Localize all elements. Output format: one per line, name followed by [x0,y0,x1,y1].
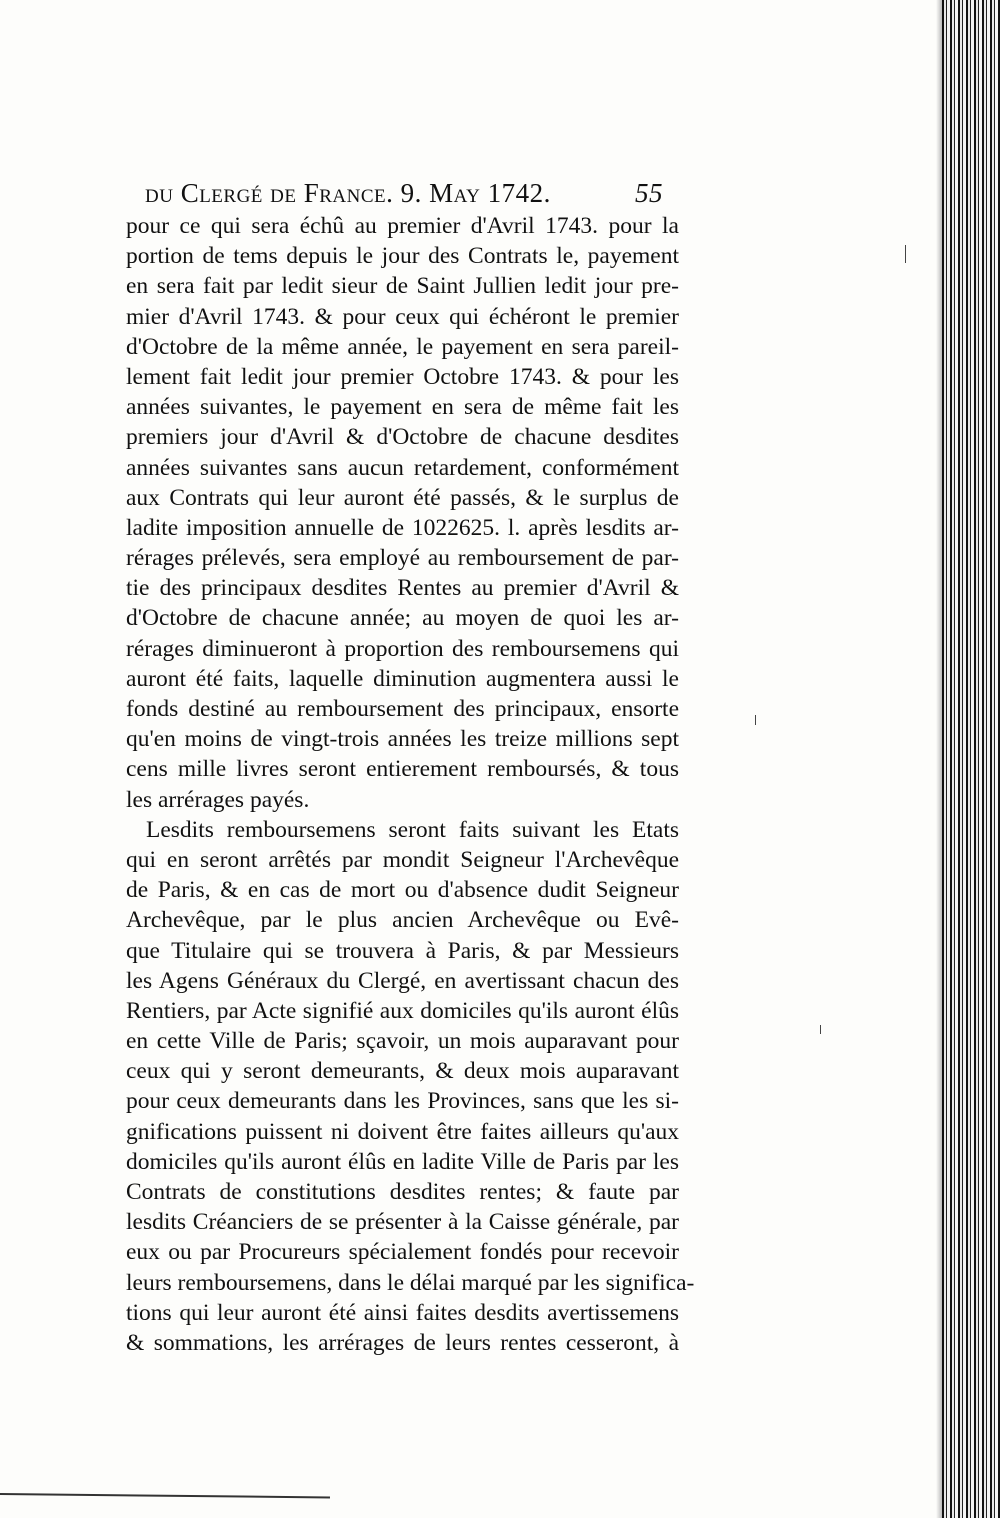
paragraph [126,211,679,815]
text-line: rérages prélevés, sera employé au remboursement de par- [126,545,679,572]
text-line: qui en seront arrêtés par mondit Seigneur l'Archevêque [126,846,679,873]
text-line: rérages diminueront à proportion des remboursemens qui [126,635,679,662]
running-head-title: du Clergé de France. 9. May 1742. [145,178,551,208]
text-line: tions qui leur auront été ainsi faites desdits avertissemens [126,1299,679,1326]
text-line: mier d'Avril 1743. & pour ceux qui échéront le premier [126,303,679,330]
stray-mark [755,715,756,725]
text-line: qu'en moins de vingt-trois années les treize millions sept [126,726,679,753]
text-line: lesdits Créanciers de se présenter à la Caisse générale, par [126,1209,679,1236]
text-line: d'Octobre de la même année, le payement en sera pareil- [126,333,679,360]
text-line: pour ce qui sera échû au premier d'Avril 1743. pour la [126,213,679,239]
text-line: d'Octobre de chacune année; au moyen de quoi les ar- [126,605,679,632]
text-line: les Agens Généraux du Clergé, en avertissant chacun des [126,967,679,994]
stray-mark [820,1025,821,1034]
text-line: lement fait ledit jour premier Octobre 1743. & pour les [126,363,679,390]
text-line: portion de tems depuis le jour des Contrats le, payement [126,243,679,270]
text-line: aux Contrats qui leur auront été passés, & le surplus de [126,484,679,511]
text-line: & sommations, les arrérages de leurs rentes cesseront, à [126,1329,679,1356]
text-line: années suivantes, le payement en sera de même fait les [126,394,679,421]
text-line: ceux qui y seront demeurants, & deux mois auparavant [126,1058,679,1085]
text-line: Lesdits remboursemens seront faits suivant les Etats [146,816,679,843]
stray-mark [905,245,906,263]
text-line: auront été faits, laquelle diminution augmentera aussi le [126,665,679,692]
text-line: de Paris, & en cas de mort ou d'absence dudit Seigneur [126,877,679,904]
page-edge-binding [942,0,1000,1518]
text-line: Contrats de constitutions desdites rentes; & faute par [126,1179,679,1205]
text-line: les arrérages payés. [126,786,310,813]
text-line: pour ceux demeurants dans les Provinces, sans que les si- [126,1088,679,1115]
text-line: Rentiers, par Acte signifié aux domiciles qu'ils auront élûs [126,997,679,1024]
text-line: fonds destiné au remboursement des principaux, ensorte [126,696,679,722]
text-line: tie des principaux desdites Rentes au premier d'Avril & [126,575,679,602]
page-bottom-rule [0,1493,330,1498]
paragraph [126,815,695,1358]
text-line: Archevêque, par le plus ancien Archevêque ou Evê- [126,907,679,934]
text-line: eux ou par Procureurs spécialement fondés pour recevoir [126,1239,679,1266]
text-line: que Titulaire qui se trouvera à Paris, & par Messieurs [126,937,679,964]
text-line: gnifications puissent ni doivent être faites ailleurs qu'aux [126,1118,679,1145]
text-line: cens mille livres seront entierement remboursés, & tous [126,756,679,783]
text-line: en cette Ville de Paris; sçavoir, un mois auparavant pour [126,1028,679,1055]
text-line: premiers jour d'Avril & d'Octobre de chacune desdites [126,424,679,451]
page-number: 55 [635,178,663,208]
running-head [60,178,663,212]
text-line: domiciles qu'ils auront élûs en ladite Ville de Paris par les [126,1148,679,1175]
body-text [126,211,695,1358]
text-line: leurs remboursemens, dans le délai marqué par les significa- [126,1269,695,1296]
text-line: années suivantes sans aucun retardement, conformément [126,454,679,481]
text-line: ladite imposition annuelle de 1022625. l. après lesdits ar- [126,514,679,541]
text-line: en sera fait par ledit sieur de Saint Jullien ledit jour pre- [126,273,679,300]
